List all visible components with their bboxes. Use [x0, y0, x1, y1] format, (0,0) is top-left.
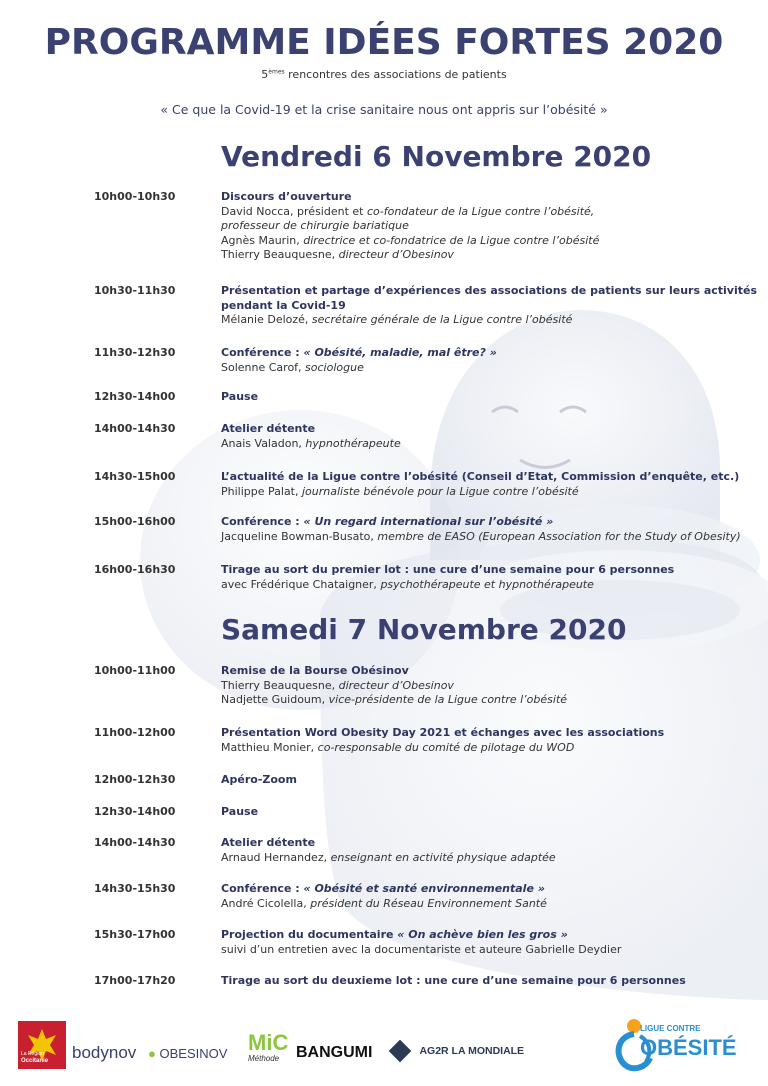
slot-speaker-line: Nadjette Guidoum, vice-présidente de la Ligue contre l’obésité: [221, 693, 568, 706]
slot-speaker-line: Philippe Palat, journaliste bénévole pour la Ligue contre l’obésité: [221, 484, 579, 498]
slot-time: 17h00-17h20: [94, 974, 176, 987]
slot-content: [221, 836, 761, 865]
slot-heading: Remise de la Bourse Obésinov: [221, 664, 409, 677]
slot-speaker-line: professeur de chirurgie bariatique: [221, 219, 409, 232]
bangumi-logo: BANGUMI: [296, 1044, 373, 1061]
slot-content: [221, 515, 761, 544]
slot-time: 11h00-12h00: [94, 726, 176, 739]
slot-content: [221, 190, 761, 263]
obesinov-leaf-icon: ●: [148, 1046, 156, 1061]
slot-time: 14h00-14h30: [94, 836, 176, 849]
obesinov-logo: ● OBESINOV: [148, 1046, 228, 1061]
slot-heading: Tirage au sort du deuxieme lot : une cure d’une semaine pour 6 personnes: [221, 974, 686, 987]
slot-time: 12h30-14h00: [94, 390, 176, 403]
slot-speaker-line: Matthieu Monier, co-responsable du comité de pilotage du WOD: [221, 740, 575, 754]
subtitle: 5èmes rencontres des associations de patients: [261, 68, 507, 81]
occitanie-logo: La Région Occitanie: [18, 1021, 66, 1069]
slot-content: [221, 882, 761, 911]
slot-heading: Conférence : « Obésité et santé environnementale »: [221, 882, 545, 895]
slot-content: [221, 664, 761, 708]
slot-heading: Conférence : « Obésité, maladie, mal être? »: [221, 346, 497, 359]
slot-heading: Projection du documentaire « On achève bien les gros »: [221, 928, 568, 941]
slot-time: 10h00-11h00: [94, 664, 176, 677]
slot-heading: Apéro-Zoom: [221, 773, 297, 786]
slot-heading: Atelier détente: [221, 422, 316, 435]
slot-content: [221, 422, 761, 451]
slot-time: 11h30-12h30: [94, 346, 176, 359]
slot-speaker-line: Solenne Carof, sociologue: [221, 360, 364, 374]
day1-title: Vendredi 6 Novembre 2020: [221, 140, 652, 173]
ligue-contre-obesite-logo: LIGUE CONTRE OBÉSITÉ: [610, 1016, 740, 1076]
slot-time: 10h30-11h30: [94, 284, 176, 297]
partner-logos: [0, 1010, 768, 1080]
slot-content: [221, 470, 761, 499]
slot-content: [221, 284, 761, 328]
slot-content: [221, 928, 761, 957]
slot-time: 12h00-12h30: [94, 773, 176, 786]
slot-time: 14h30-15h30: [94, 882, 176, 895]
slot-time: 14h00-14h30: [94, 422, 176, 435]
slot-heading: Présentation Word Obesity Day 2021 et échanges avec les associations: [221, 726, 665, 739]
slot-content: [221, 974, 761, 989]
page-title: PROGRAMME IDÉES FORTES 2020: [44, 22, 724, 63]
slot-speaker-line: Agnès Maurin, directrice et co-fondatrice de la Ligue contre l’obésité: [221, 233, 600, 247]
slot-heading: Discours d’ouverture: [221, 190, 352, 203]
ag2r-logo: AG2R LA MONDIALE: [385, 1036, 524, 1066]
slot-time: 15h30-17h00: [94, 928, 176, 941]
slot-time: 16h00-16h30: [94, 563, 176, 576]
slot-speaker-line: André Cicolella, président du Réseau Environnement Santé: [221, 896, 547, 910]
slot-heading: Conférence : « Un regard international sur l’obésité »: [221, 515, 554, 528]
slot-speaker-line: avec Frédérique Chataigner, psychothérapeute et hypnothérapeute: [221, 577, 594, 591]
slot-heading: Tirage au sort du premier lot : une cure d’une semaine pour 6 personnes: [221, 563, 675, 576]
slot-time: 12h30-14h00: [94, 805, 176, 818]
slot-speaker-line: Mélanie Delozé, secrétaire générale de la Ligue contre l’obésité: [221, 313, 573, 326]
bodynov-logo: bodynov: [72, 1043, 137, 1062]
slot-heading: Pause: [221, 390, 259, 403]
slot-speaker-line: Anais Valadon, hypnothérapeute: [221, 436, 401, 450]
slot-speaker-line: Thierry Beauquesne, directeur d’Obesinov: [221, 678, 454, 692]
mic-methode-logo: MiC Méthode: [248, 1030, 289, 1063]
slot-speaker-line: Arnaud Hernandez, enseignant en activité physique adaptée: [221, 850, 556, 864]
slot-time: 14h30-15h00: [94, 470, 176, 483]
slot-time: 15h00-16h00: [94, 515, 176, 528]
theme-quote: « Ce que la Covid-19 et la crise sanitaire nous ont appris sur l’obésité »: [160, 102, 608, 117]
slot-heading: L’actualité de la Ligue contre l’obésité (Conseil d’Etat, Commission d’enquête, etc.): [221, 470, 740, 483]
slot-content: [221, 563, 761, 592]
slot-content: [221, 805, 761, 820]
slot-speaker-line: David Nocca, président et co-fondateur de la Ligue contre l’obésité,: [221, 204, 595, 218]
slot-heading: Pause: [221, 805, 259, 818]
slot-heading: Présentation et partage d’expériences des associations de patients sur leurs activités pendant la Covid-19: [221, 284, 758, 312]
slot-speaker-line: suivi d’un entretien avec la documentariste et auteure Gabrielle Deydier: [221, 942, 622, 956]
slot-speaker-line: Jacqueline Bowman-Busato, membre de EASO (European Association for the Study of Obesity): [221, 529, 741, 543]
slot-heading: Atelier détente: [221, 836, 316, 849]
day2-title: Samedi 7 Novembre 2020: [221, 613, 627, 646]
ag2r-diamond-icon: [385, 1036, 415, 1066]
slot-content: [221, 726, 761, 755]
slot-time: 10h00-10h30: [94, 190, 176, 203]
slot-content: [221, 346, 761, 375]
slot-speaker-line: Thierry Beauquesne, directeur d’Obesinov: [221, 248, 454, 261]
slot-content: [221, 390, 761, 405]
slot-content: [221, 773, 761, 788]
